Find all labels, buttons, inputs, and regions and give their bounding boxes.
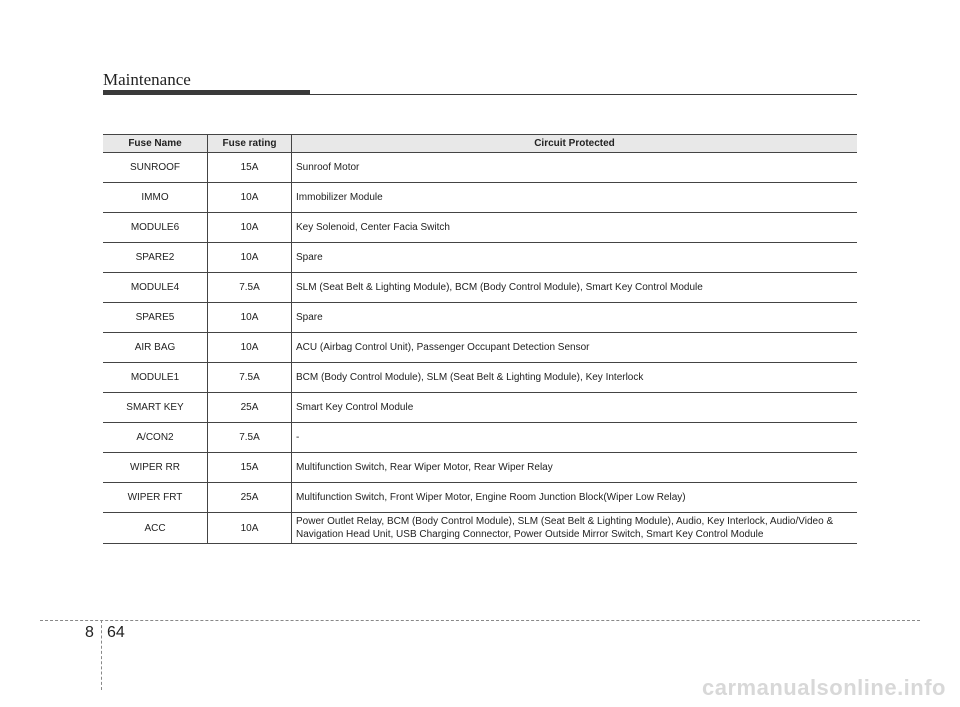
fuse-rating-cell: 25A	[208, 393, 292, 423]
table-row	[103, 453, 857, 483]
fuse-name-cell: IMMO	[103, 183, 208, 213]
table-row	[103, 183, 857, 213]
circuit-protected-cell: Power Outlet Relay, BCM (Body Control Module), SLM (Seat Belt & Lighting Module), Audio, Key Interlock, Audio/Video & Navigation Head Unit, USB Charging Connector, Power Outside Mirror Switch, Smart Key Control Module	[292, 513, 858, 544]
table-row	[103, 243, 857, 273]
circuit-protected-cell: -	[292, 423, 858, 453]
table-row	[103, 273, 857, 303]
circuit-protected-cell: Multifunction Switch, Rear Wiper Motor, Rear Wiper Relay	[292, 453, 858, 483]
fuse-name-cell: SPARE5	[103, 303, 208, 333]
fuse-table	[103, 134, 857, 544]
fuse-rating-cell: 10A	[208, 183, 292, 213]
column-header-fuse-rating: Fuse rating	[208, 135, 292, 153]
table-row	[103, 333, 857, 363]
fuse-name-cell: SUNROOF	[103, 153, 208, 183]
column-header-fuse-name: Fuse Name	[103, 135, 208, 153]
fuse-rating-cell: 7.5A	[208, 423, 292, 453]
table-header-row	[103, 135, 857, 153]
fuse-rating-cell: 10A	[208, 333, 292, 363]
footer-divider	[40, 620, 920, 621]
fuse-name-cell: WIPER RR	[103, 453, 208, 483]
fuse-name-cell: SMART KEY	[103, 393, 208, 423]
fuse-name-cell: A/CON2	[103, 423, 208, 453]
chapter-number: 8	[85, 624, 94, 641]
fuse-rating-cell: 10A	[208, 513, 292, 544]
watermark: carmanualsonline.info	[702, 675, 946, 700]
fuse-name-cell: MODULE4	[103, 273, 208, 303]
table-row	[103, 393, 857, 423]
fuse-rating-cell: 10A	[208, 213, 292, 243]
footer-vertical-divider	[101, 620, 102, 690]
circuit-protected-cell: SLM (Seat Belt & Lighting Module), BCM (Body Control Module), Smart Key Control Module	[292, 273, 858, 303]
fuse-name-cell: AIR BAG	[103, 333, 208, 363]
circuit-protected-cell: Sunroof Motor	[292, 153, 858, 183]
table-row	[103, 483, 857, 513]
fuse-rating-cell: 25A	[208, 483, 292, 513]
circuit-protected-cell: Multifunction Switch, Front Wiper Motor, Engine Room Junction Block(Wiper Low Relay)	[292, 483, 858, 513]
header-rule-thin	[103, 94, 857, 95]
circuit-protected-cell: Spare	[292, 303, 858, 333]
fuse-rating-cell: 10A	[208, 243, 292, 273]
circuit-protected-cell: ACU (Airbag Control Unit), Passenger Occupant Detection Sensor	[292, 333, 858, 363]
fuse-rating-cell: 10A	[208, 303, 292, 333]
fuse-name-cell: SPARE2	[103, 243, 208, 273]
fuse-rating-cell: 15A	[208, 153, 292, 183]
fuse-name-cell: ACC	[103, 513, 208, 544]
circuit-protected-cell: Key Solenoid, Center Facia Switch	[292, 213, 858, 243]
fuse-rating-cell: 7.5A	[208, 273, 292, 303]
circuit-protected-cell: Immobilizer Module	[292, 183, 858, 213]
fuse-name-cell: MODULE1	[103, 363, 208, 393]
table-row	[103, 513, 857, 544]
table-row	[103, 423, 857, 453]
section-title: Maintenance	[103, 70, 191, 89]
circuit-protected-cell: Spare	[292, 243, 858, 273]
table-row	[103, 303, 857, 333]
circuit-protected-cell: Smart Key Control Module	[292, 393, 858, 423]
fuse-rating-cell: 7.5A	[208, 363, 292, 393]
fuse-rating-cell: 15A	[208, 453, 292, 483]
circuit-protected-cell: BCM (Body Control Module), SLM (Seat Belt & Lighting Module), Key Interlock	[292, 363, 858, 393]
fuse-name-cell: WIPER FRT	[103, 483, 208, 513]
fuse-name-cell: MODULE6	[103, 213, 208, 243]
page-number: 64	[107, 624, 125, 641]
table-row	[103, 363, 857, 393]
table-row	[103, 213, 857, 243]
table-row	[103, 153, 857, 183]
column-header-circuit-protected: Circuit Protected	[292, 135, 858, 153]
